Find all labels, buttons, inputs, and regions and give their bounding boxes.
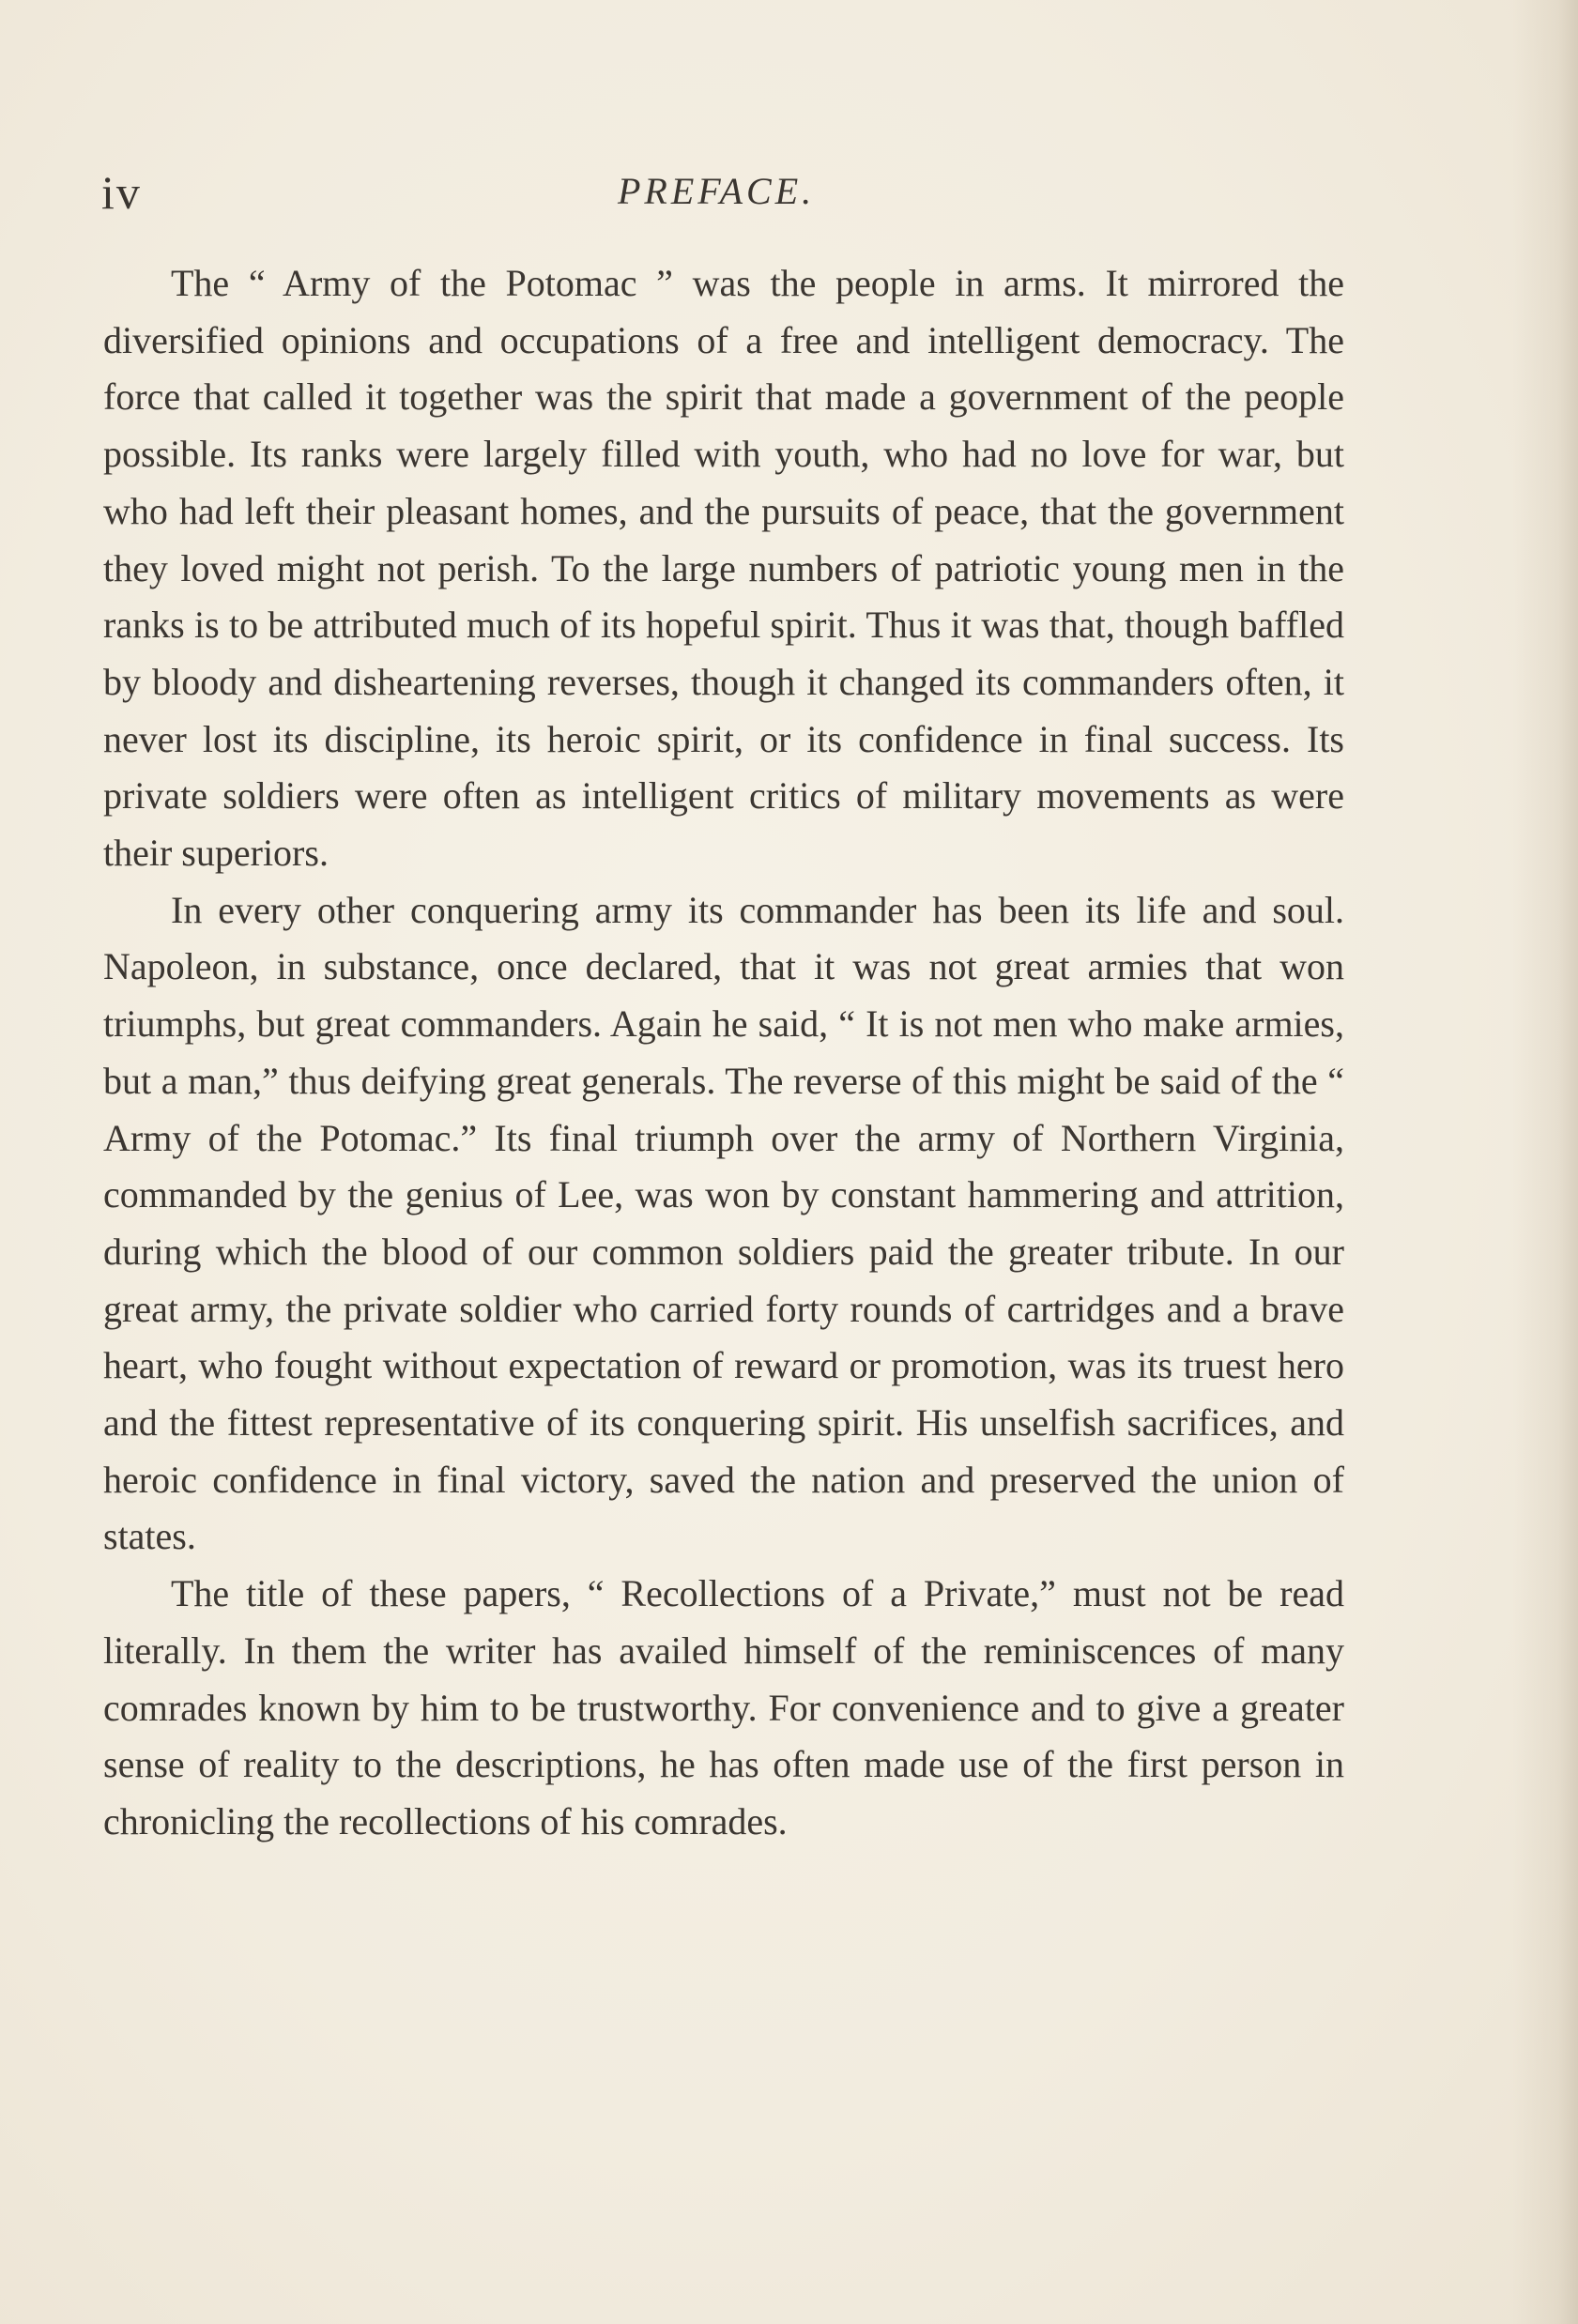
page-edge-shadow [1512, 0, 1578, 2324]
paragraph-3: The title of these papers, “ Recollections of a Private,” must not be read literally. In them the writer has availed himself of the reminiscences of many comrades known by him to be trustworthy. For convenience and to give a greater sense of reality to the descriptions, he has often made use of the first person in chronicling the recollections of his comrades. [103, 1572, 1344, 1842]
running-head: PREFACE. [618, 170, 816, 212]
paragraph-2: In every other conquering army its commander has been its life and soul. Napoleon, in substance, once declared, that it was not great armies that won triumphs, but great commanders. Again he said, “ It is not men who make armies, but a man,” thus deifying great generals. The reverse of this might be said of the “ Army of the Potomac.” Its final triumph over the army of Northern Virginia, commanded by the genius of Lee, was won by constant hammering and attrition, during which the blood of our common soldiers paid the greater tribute. In our great army, the private soldier who carried forty rounds of cartridges and a brave heart, who fought without expectation of reward or promotion, was its truest hero and the fittest representative of its conquering spirit. His unselfish sacrifices, and heroic confidence in final victory, saved the nation and preserved the union of states. [103, 888, 1344, 1558]
paragraph-1: The “ Army of the Potomac ” was the people in arms. It mirrored the diversified opinions and occupations of a free and intelligent democracy. The force that called it together was the spirit that made a government of the people possible. Its ranks were largely filled with youth, who had no love for war, but who had left their pleasant homes, and the pursuits of peace, that the government they loved might not perish. To the large numbers of patriotic young men in the ranks is to be attributed much of its hopeful spirit. Thus it was that, though baffled by bloody and disheartening reverses, though it changed its commanders often, it never lost its discipline, its heroic spirit, or its confidence in final success. Its private soldiers were often as intelligent critics of military movements as were their superiors. [103, 262, 1344, 875]
page-number: iv [101, 166, 142, 219]
page-header [101, 158, 1342, 223]
preface-text [103, 255, 1344, 1851]
